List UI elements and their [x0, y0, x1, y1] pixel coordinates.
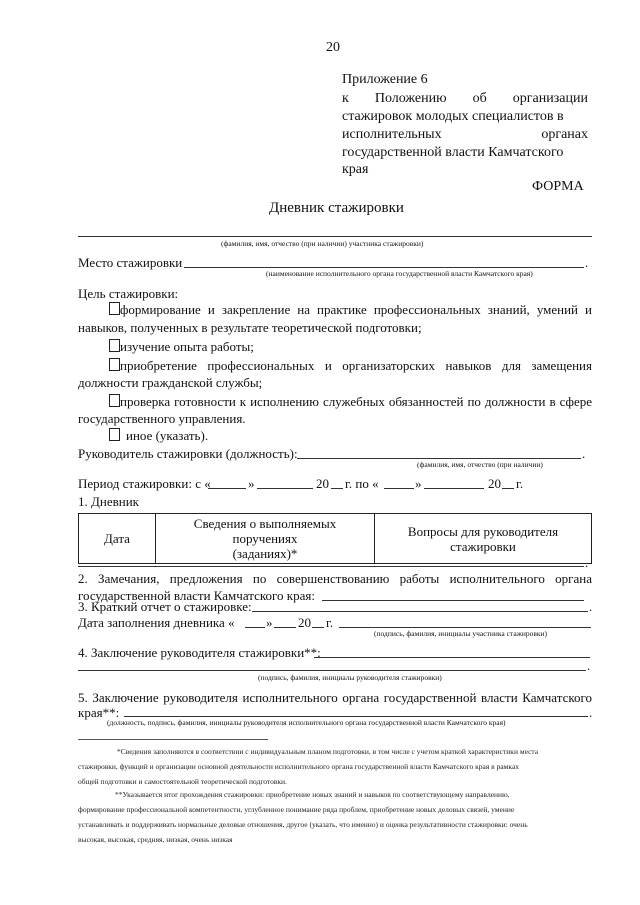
footnote-2: формирование профессиональной компетентности, углубленное понимание ряда проблем, приобретение новых деловых связей, умение — [78, 805, 515, 814]
period-day-end[interactable] — [384, 488, 414, 489]
remarks-field[interactable] — [322, 600, 584, 601]
participant-name-field[interactable] — [78, 236, 592, 237]
appendix-line: края — [342, 162, 369, 177]
supervisor-conclusion-period: . — [587, 658, 591, 673]
period-month-start[interactable] — [257, 488, 313, 489]
supervisor-conclusion-field-2[interactable] — [78, 670, 586, 671]
fill-date-text: г. — [326, 615, 334, 630]
footnote-2: **Указывается итог прохождения стажировки: приобретение новых знаний и навыков по соответствующему направлению, — [115, 790, 510, 799]
diary-col-date — [79, 514, 156, 564]
footnote-separator — [78, 739, 268, 740]
period-year-start[interactable] — [331, 488, 343, 489]
goal-checkbox-2[interactable] — [109, 339, 120, 352]
diary-col-questions-label: Вопросы для руководителя — [407, 523, 559, 539]
participant-caption: (фамилия, имя, отчество (при наличии) участника стажировки) — [221, 239, 424, 248]
supervisor-conclusion-caption: (подпись, фамилия, инициалы руководителя стажировки) — [258, 673, 442, 682]
diary-col-tasks-label: Сведения о выполняемых поручениях — [193, 516, 337, 546]
page-number: 20 — [326, 40, 340, 55]
appendix-line: стажировок молодых специалистов в — [342, 109, 564, 124]
diary-col-date-label: Дата — [104, 531, 130, 546]
footnote-1: стажировки, функций и организации основной деятельности исполнительного органа государственной власти Камчатского края в рамках — [78, 762, 520, 771]
place-caption: (наименование исполнительного органа государственной власти Камчатского края) — [266, 269, 533, 278]
period-year-end[interactable] — [502, 488, 514, 489]
fill-date-text: » — [266, 615, 273, 630]
appendix-line: государственной власти Камчатского — [342, 145, 564, 160]
supervisor-period: . — [582, 446, 586, 461]
fill-date-year[interactable] — [312, 627, 324, 628]
goal-checkbox-5[interactable] — [109, 428, 120, 441]
period-text: Период стажировки: с « — [78, 476, 211, 491]
supervisor-conclusion-label: 4. Заключение руководителя стажировки**: — [78, 645, 321, 660]
supervisor-caption: (фамилия, имя, отчество (при наличии) — [417, 460, 543, 469]
head-conclusion-field[interactable] — [124, 716, 588, 717]
appendix-line — [342, 91, 588, 107]
period-month-end[interactable] — [424, 488, 484, 489]
appendix-line — [342, 127, 588, 143]
place-period: . — [585, 255, 589, 270]
goal-text-4: проверка готовности к исполнению служебных обязанностей по должности в сфере — [120, 394, 592, 409]
supervisor-conclusion-field[interactable] — [314, 657, 590, 658]
goal-text-1: формирование и закрепление на практике профессиональных знаний, умений и — [120, 302, 592, 317]
head-conclusion-period: . — [589, 705, 593, 720]
report-field[interactable] — [252, 611, 588, 612]
diary-entry-field[interactable] — [78, 566, 584, 567]
form-label: ФОРМА — [532, 179, 584, 194]
diary-col-tasks-label2: (заданиях)* — [232, 546, 298, 561]
period-text: » — [415, 476, 422, 491]
goal-text-5: иное (указать). — [126, 428, 209, 443]
diary-col-questions — [375, 514, 592, 564]
appendix-word: исполнительных — [342, 127, 442, 142]
appendix-word: организации — [512, 91, 588, 106]
footnote-2: устанавливать и поддерживать нормальные деловые отношения, другое (указать, что именно) и оценка результативности стажировки: очень — [78, 820, 528, 829]
diary-col-tasks — [156, 514, 375, 564]
place-field[interactable] — [184, 267, 584, 268]
fill-date-text: 20 — [298, 615, 311, 630]
participant-signature-field[interactable] — [339, 627, 591, 628]
diary-entry-period: . — [585, 555, 589, 570]
remarks-line2: государственной власти Камчатского края: — [78, 588, 315, 603]
fill-date-month[interactable] — [274, 627, 296, 628]
remarks-line1: 2. Замечания, предложения по совершенствованию работы исполнительного органа — [78, 571, 592, 586]
goal-text-2: изучение опыта работы; — [120, 339, 254, 354]
period-text: 20 — [316, 476, 329, 491]
footnote-2: высокая, высокая, средняя, низкая, очень низкая — [78, 835, 233, 844]
diary-table — [78, 513, 592, 564]
diary-heading: 1. Дневник — [78, 494, 139, 509]
period-text: » — [248, 476, 255, 491]
appendix-word: Положению — [374, 91, 447, 106]
goal-checkbox-4[interactable] — [109, 394, 120, 407]
goals-label: Цель стажировки: — [78, 286, 179, 301]
fill-date-caption: (подпись, фамилия, инициалы участника стажировки) — [374, 629, 548, 638]
goal-text-1b: навыков, полученных в результате теоретической подготовки; — [78, 320, 422, 335]
goal-checkbox-1[interactable] — [109, 302, 120, 315]
fill-date-day[interactable] — [245, 627, 265, 628]
goal-checkbox-3[interactable] — [109, 358, 120, 371]
head-conclusion-caption: (должность, подпись, фамилия, инициалы руководителя исполнительного органа государственной власти Камчатского края) — [107, 718, 506, 727]
period-text: г. по « — [345, 476, 379, 491]
goal-text-3b: должности гражданской службы; — [78, 375, 263, 390]
appendix-title: Приложение 6 — [342, 72, 428, 87]
period-text: г. — [516, 476, 524, 491]
appendix-word: об — [472, 91, 487, 106]
goal-text-3: приобретение профессиональных и организаторских навыков для замещения — [120, 358, 592, 373]
place-label: Место стажировки — [78, 255, 183, 270]
period-day-start[interactable] — [208, 488, 246, 489]
appendix-word: к — [342, 91, 349, 106]
footnote-1: *Сведения заполняются в соответствии с индивидуальным планом подготовки, в том числе с учетом краткой характеристики места — [117, 747, 539, 756]
supervisor-label: Руководитель стажировки (должность): — [78, 446, 298, 461]
head-conclusion-line1: 5. Заключение руководителя исполнительного органа государственной власти Камчатского — [78, 690, 592, 705]
footnote-1: общей подготовки и самостоятельной теоретической подготовки. — [78, 777, 287, 786]
head-conclusion-line2: края**: — [78, 705, 120, 720]
report-label: 3. Краткий отчет о стажировке: — [78, 599, 252, 614]
appendix-word: органах — [541, 127, 588, 142]
period-text: 20 — [488, 476, 501, 491]
fill-date-text: Дата заполнения дневника « — [78, 615, 235, 630]
supervisor-field[interactable] — [297, 458, 581, 459]
report-period: . — [589, 599, 593, 614]
diary-col-questions-label2: стажировки — [450, 538, 516, 554]
goal-text-4b: государственного управления. — [78, 411, 246, 426]
document-title: Дневник стажировки — [269, 200, 404, 216]
